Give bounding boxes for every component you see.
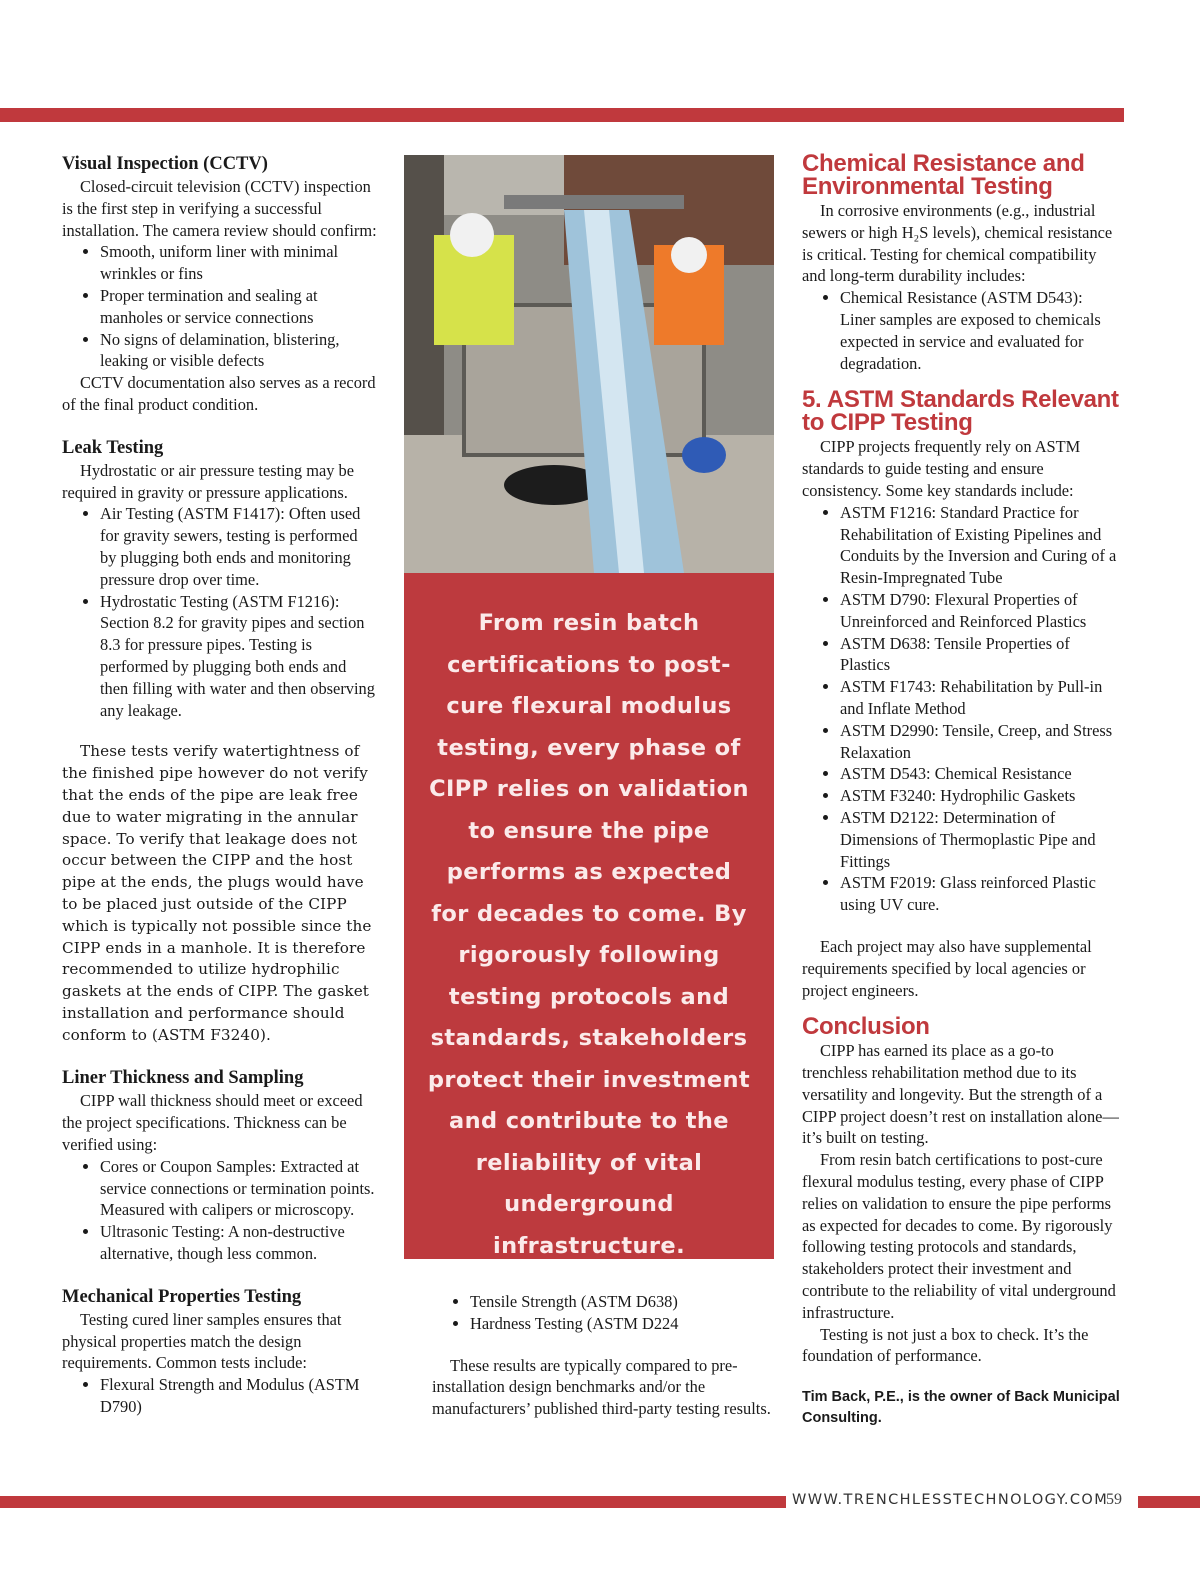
paragraph: CIPP wall thickness should meet or exceed the project specifications. Thickness can be verified using: [62,1091,363,1155]
section-heading: Conclusion [802,1013,930,1041]
list-item: • Proper termination and sealing at manholes or service connections [100,285,378,329]
paragraph: From resin batch certifications to post-cure flexural modulus testing, every phase of CIPP relies on validation to ensure the pipe performs as expected for decades to come. By rigorously following testing protocols and standards, stakeholders protect their investment and contribute to the reliability of vital underground infrastructure. [802,1150,1116,1322]
list-item: • ASTM D2990: Tensile, Creep, and Stress Relaxation [840,720,1120,764]
paragraph: CIPP projects frequently rely on ASTM standards to guide testing and ensure consistency. Some key standards include: [802,437,1081,500]
section-title: Leak Testing [62,437,164,458]
paragraph: In corrosive environments (e.g., industrial sewers or high H₂S levels), chemical resistance is critical. Testing for chemical compatibility and long-term durability includes: [802,201,1113,286]
list-item: • Hardness Testing (ASTM D224 [470,1313,774,1335]
paragraph: CCTV documentation also serves as a record of the final product condition. [62,373,376,414]
list-item: • Ultrasonic Testing: A non-destructive alternative, though less common. [100,1221,378,1265]
middle-column [404,155,774,1420]
list-item: • Hydrostatic Testing (ASTM F1216): Section 8.2 for gravity pipes and section 8.3 for pressure pipes. Testing is performed by plugging both ends and then filling with water and then observing any leakage. [100,591,378,722]
paragraph: Testing is not just a box to check. It’s the foundation of performance. [802,1324,1089,1366]
section-heading: Chemical Resistance and Environmental Testing [802,150,1085,200]
paragraph: Closed-circuit television (CCTV) inspection is the first step in verifying a successful installation. The camera review should confirm: [62,177,377,240]
section-heading: 5. ASTM Standards Relevant to CIPP Testing [802,386,1119,437]
paragraph: These tests verify watertightness of the finished pipe however do not verify that the ends of the pipe are leak free due to water migrating in the annular space. To verify that leakage does not occur between the CIPP and the host pipe at the ends, the plugs would have to be placed just outside of the CIPP which is typically not possible since the CIPP ends in a manhole. It is therefore recommended to utilize hydrophilic gaskets at the ends of CIPP. The gasket installation and performance should conform to (ASTM F3240). [62,742,372,1044]
bullet-list [802,287,1120,374]
list-item: • ASTM D543: Chemical Resistance [840,763,1120,785]
bullet-list [62,1156,378,1265]
list-item: • Smooth, uniform liner with minimal wrinkles or fins [100,241,378,285]
list-item: • Air Testing (ASTM F1417): Often used for gravity sewers, testing is performed by plugging both ends and monitoring pressure drop over time. [100,503,378,590]
list-item: • ASTM F1743: Rehabilitation by Pull-in and Inflate Method [840,676,1120,720]
list-item: • No signs of delamination, blistering, leaking or visible defects [100,329,378,373]
right-column [802,152,1120,1429]
list-item: • ASTM D638: Tensile Properties of Plastics [840,633,1120,677]
list-item: • ASTM D790: Flexural Properties of Unreinforced and Reinforced Plastics [840,589,1120,633]
section-title: Visual Inspection (CCTV) [62,154,268,174]
bullet-list [62,241,378,372]
section-title: Mechanical Properties Testing [62,1286,302,1307]
list-item: • ASTM F3240: Hydrophilic Gaskets [840,785,1120,807]
list-item: • Chemical Resistance (ASTM D543): Liner samples are exposed to chemicals expected in service and evaluated for degradation. [840,287,1120,374]
page-number: 59 [1106,1491,1122,1508]
list-item: • ASTM D2122: Determination of Dimensions of Thermoplastic Pipe and Fittings [840,807,1120,872]
cipp-installation-photo [404,155,774,573]
list-item: • ASTM F1216: Standard Practice for Rehabilitation of Existing Pipelines and Conduits by the Inversion and Curing of a Resin-Impregnated Tube [840,502,1120,589]
pull-quote: From resin batch certifications to post-cure flexural modulus testing, every phase of CIPP relies on validation to ensure the pipe performs as expected for decades to come. By rigorously following testing protocols and standards, stakeholders protect their investment and contribute to the reliability of vital underground infrastructure. [404,573,774,1259]
paragraph: Each project may also have supplemental requirements specified by local agencies or project engineers. [802,936,1092,1000]
top-accent-bar [0,108,1124,122]
bottom-accent-bar [0,1496,786,1508]
footer-url[interactable]: WWW.TRENCHLESSTECHNOLOGY.COM [792,1492,1109,1508]
list-item: • Flexural Strength and Modulus (ASTM D790) [100,1374,378,1418]
list-item: • Cores or Coupon Samples: Extracted at service connections or termination points. Measured with calipers or microscopy. [100,1156,378,1221]
paragraph: Testing cured liner samples ensures that physical properties match the design requirements. Common tests include: [62,1309,342,1373]
bottom-accent-bar-right [1138,1496,1200,1508]
list-item: • Tensile Strength (ASTM D638) [470,1291,774,1313]
paragraph: CIPP has earned its place as a go-to trenchless rehabilitation method due to its versatility and longevity. But the strength of a CIPP project doesn’t rest on installation alone—it’s built on testing. [802,1041,1119,1148]
bullet-list [62,1374,378,1418]
list-item: • ASTM F2019: Glass reinforced Plastic using UV cure. [840,872,1120,916]
section-title: Liner Thickness and Sampling [62,1068,304,1089]
paragraph: Hydrostatic or air pressure testing may be required in gravity or pressure applications. [62,460,355,502]
bullet-list [62,503,378,721]
paragraph: These results are typically compared to pre-installation design benchmarks and/or the manufacturers’ published third-party testing results. [432,1355,771,1419]
left-column [62,152,378,1418]
bullet-list [802,502,1120,916]
author-byline: Tim Back, P.E., is the owner of Back Municipal Consulting. [802,1389,1120,1427]
bullet-list [432,1291,774,1335]
